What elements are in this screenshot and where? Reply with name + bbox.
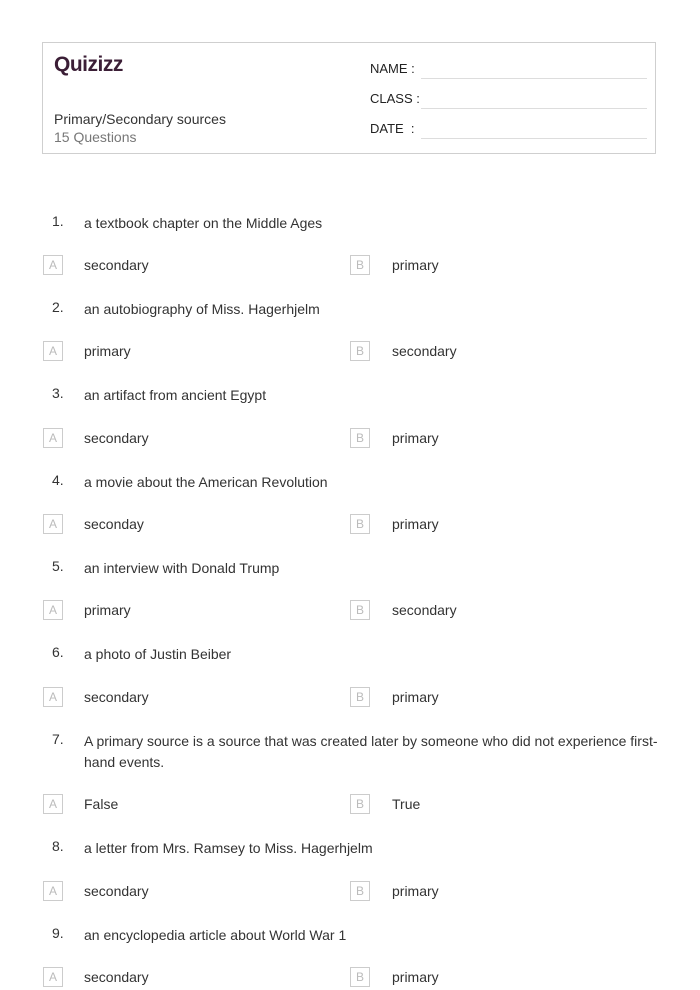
- option-a-box[interactable]: A: [43, 881, 63, 901]
- option-a-box[interactable]: A: [43, 967, 63, 987]
- question-text: an artifact from ancient Egypt: [84, 387, 267, 403]
- option-a-box[interactable]: A: [43, 341, 63, 361]
- date-field[interactable]: [421, 138, 647, 139]
- question-text: a movie about the American Revolution: [84, 474, 328, 490]
- option-a-text: primary: [84, 343, 131, 359]
- option-a-text: secondary: [84, 969, 149, 985]
- worksheet-header: [42, 42, 656, 154]
- option-b-box[interactable]: B: [350, 687, 370, 707]
- name-field[interactable]: [421, 78, 647, 79]
- question-text: a photo of Justin Beiber: [84, 646, 232, 662]
- option-a-text: secondary: [84, 257, 149, 273]
- option-a-box[interactable]: A: [43, 255, 63, 275]
- option-a-box[interactable]: A: [43, 794, 63, 814]
- option-a-box[interactable]: A: [43, 687, 63, 707]
- option-b-box[interactable]: B: [350, 600, 370, 620]
- option-b-text: primary: [392, 969, 439, 985]
- option-a-text: secondary: [84, 689, 149, 705]
- question-number: 1.: [52, 213, 64, 229]
- option-a-box[interactable]: A: [43, 428, 63, 448]
- option-b-box[interactable]: B: [350, 967, 370, 987]
- option-b-text: primary: [392, 883, 439, 899]
- option-b-text: secondary: [392, 602, 457, 618]
- option-a-box[interactable]: A: [43, 600, 63, 620]
- option-b-text: primary: [392, 689, 439, 705]
- class-label: CLASS :: [370, 91, 420, 106]
- question-number: 8.: [52, 838, 64, 854]
- date-label: DATE :: [370, 121, 415, 136]
- class-field[interactable]: [421, 108, 647, 109]
- option-b-box[interactable]: B: [350, 341, 370, 361]
- option-a-text: seconday: [84, 516, 144, 532]
- question-number: 9.: [52, 925, 64, 941]
- question-text: an interview with Donald Trump: [84, 560, 280, 576]
- option-b-box[interactable]: B: [350, 881, 370, 901]
- option-a-text: False: [84, 796, 119, 812]
- question-number: 7.: [52, 731, 64, 747]
- option-b-box[interactable]: B: [350, 255, 370, 275]
- option-a-box[interactable]: A: [43, 514, 63, 534]
- option-b-box[interactable]: B: [350, 428, 370, 448]
- question-text: an encyclopedia article about World War 1: [84, 927, 347, 943]
- question-text: A primary source is a source that was created later by someone who did not experience first-hand events.: [84, 733, 658, 770]
- question-text: a letter from Mrs. Ramsey to Miss. Hagerhjelm: [84, 840, 373, 856]
- option-b-box[interactable]: B: [350, 794, 370, 814]
- option-b-text: primary: [392, 257, 439, 273]
- question-number: 2.: [52, 299, 64, 315]
- option-b-box[interactable]: B: [350, 514, 370, 534]
- question-number: 6.: [52, 644, 64, 660]
- option-a-text: primary: [84, 602, 131, 618]
- question-count: 15 Questions: [54, 129, 137, 145]
- option-a-text: secondary: [84, 430, 149, 446]
- question-number: 4.: [52, 472, 64, 488]
- quizizz-logo: Quizizz: [54, 53, 123, 76]
- question-text: an autobiography of Miss. Hagerhjelm: [84, 301, 320, 317]
- option-b-text: True: [392, 796, 421, 812]
- option-b-text: primary: [392, 430, 439, 446]
- option-b-text: secondary: [392, 343, 457, 359]
- option-b-text: primary: [392, 516, 439, 532]
- option-a-text: secondary: [84, 883, 149, 899]
- quiz-title: Primary/Secondary sources: [54, 111, 226, 127]
- question-number: 5.: [52, 558, 64, 574]
- name-label: NAME :: [370, 61, 415, 76]
- question-number: 3.: [52, 385, 64, 401]
- question-text: a textbook chapter on the Middle Ages: [84, 215, 323, 231]
